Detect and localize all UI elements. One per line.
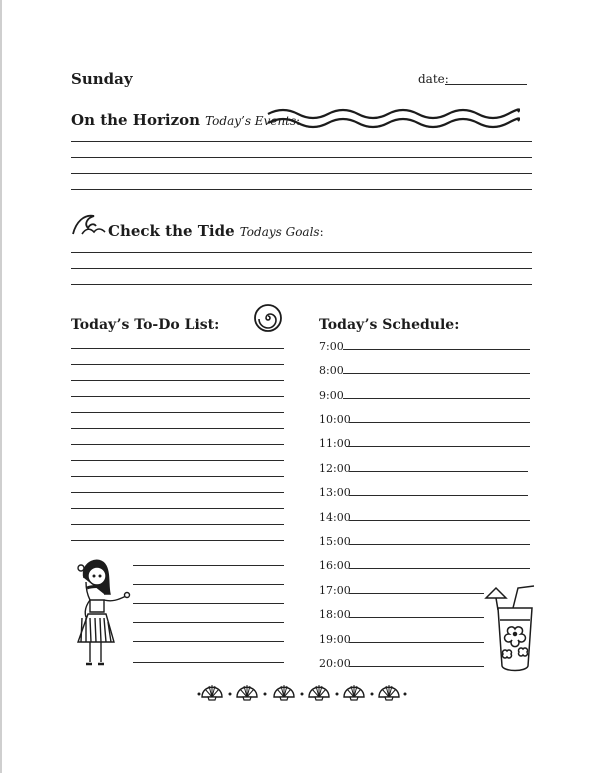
todo-line[interactable] [71, 364, 284, 365]
schedule-line[interactable] [349, 617, 484, 618]
schedule-line[interactable] [349, 520, 530, 521]
schedule-time: 20:00 [319, 657, 351, 670]
schedule-time: 18:00 [319, 608, 351, 621]
todo-line[interactable] [71, 508, 284, 509]
todo-line[interactable] [71, 396, 284, 397]
wave-lines-icon [266, 106, 520, 130]
schedule-time: 7:00 [319, 340, 344, 353]
spiral-shell-icon [253, 303, 283, 333]
schedule-line[interactable] [349, 642, 484, 643]
todo-line[interactable] [133, 641, 284, 642]
todo-line[interactable] [71, 540, 284, 541]
horizon-title: On the Horizon [71, 111, 201, 129]
date-label: date: [418, 72, 449, 86]
todo-line[interactable] [71, 444, 284, 445]
schedule-time: 13:00 [319, 486, 351, 499]
breaking-wave-icon [72, 212, 106, 236]
todo-line[interactable] [71, 380, 284, 381]
date-field[interactable] [445, 84, 527, 85]
schedule-line[interactable] [349, 544, 530, 545]
horizon-colon: : [296, 114, 301, 128]
todo-line[interactable] [133, 603, 284, 604]
events-line[interactable] [71, 189, 532, 190]
schedule-line[interactable] [343, 349, 530, 350]
schedule-line[interactable] [349, 495, 528, 496]
schedule-time: 10:00 [319, 413, 351, 426]
schedule-line[interactable] [349, 568, 530, 569]
events-line[interactable] [71, 157, 532, 158]
schedule-time: 11:00 [319, 437, 351, 450]
todo-line[interactable] [133, 565, 284, 566]
tropical-drink-icon [484, 584, 538, 676]
schedule-time: 14:00 [319, 511, 351, 524]
goals-line[interactable] [71, 284, 532, 285]
schedule-time: 19:00 [319, 633, 351, 646]
schedule-line[interactable] [349, 422, 530, 423]
schedule-line[interactable] [349, 471, 528, 472]
todo-line[interactable] [71, 348, 284, 349]
horizon-subtitle: Today’s Events [205, 114, 297, 128]
schedule-time: 16:00 [319, 559, 351, 572]
schedule-time: 9:00 [319, 389, 344, 402]
schedule-time: 8:00 [319, 364, 344, 377]
tide-subtitle: Todays Goals [239, 225, 320, 239]
tide-colon: : [319, 225, 324, 239]
todo-line[interactable] [71, 460, 284, 461]
schedule-time: 17:00 [319, 584, 351, 597]
schedule-line[interactable] [349, 593, 484, 594]
tide-title: Check the Tide [108, 222, 235, 240]
todo-line[interactable] [133, 622, 284, 623]
schedule-time: 12:00 [319, 462, 351, 475]
todo-line[interactable] [71, 524, 284, 525]
schedule-line[interactable] [343, 373, 530, 374]
day-title: Sunday [71, 70, 133, 88]
events-line[interactable] [71, 173, 532, 174]
events-line[interactable] [71, 141, 532, 142]
hula-dancer-icon [70, 556, 132, 670]
seashell-border [196, 682, 408, 704]
todo-line[interactable] [133, 584, 284, 585]
goals-line[interactable] [71, 252, 532, 253]
schedule-line[interactable] [346, 446, 530, 447]
schedule-line[interactable] [349, 666, 484, 667]
schedule-time: 15:00 [319, 535, 351, 548]
schedule-line[interactable] [343, 398, 530, 399]
tide-heading [108, 221, 324, 240]
todo-line[interactable] [71, 412, 284, 413]
todo-line[interactable] [133, 662, 284, 663]
page-edge [0, 0, 2, 773]
todo-line[interactable] [71, 428, 284, 429]
schedule-title: Today’s Schedule: [319, 317, 460, 333]
goals-line[interactable] [71, 268, 532, 269]
todo-title: Today’s To-Do List: [71, 317, 220, 333]
todo-line[interactable] [71, 476, 284, 477]
todo-line[interactable] [71, 492, 284, 493]
